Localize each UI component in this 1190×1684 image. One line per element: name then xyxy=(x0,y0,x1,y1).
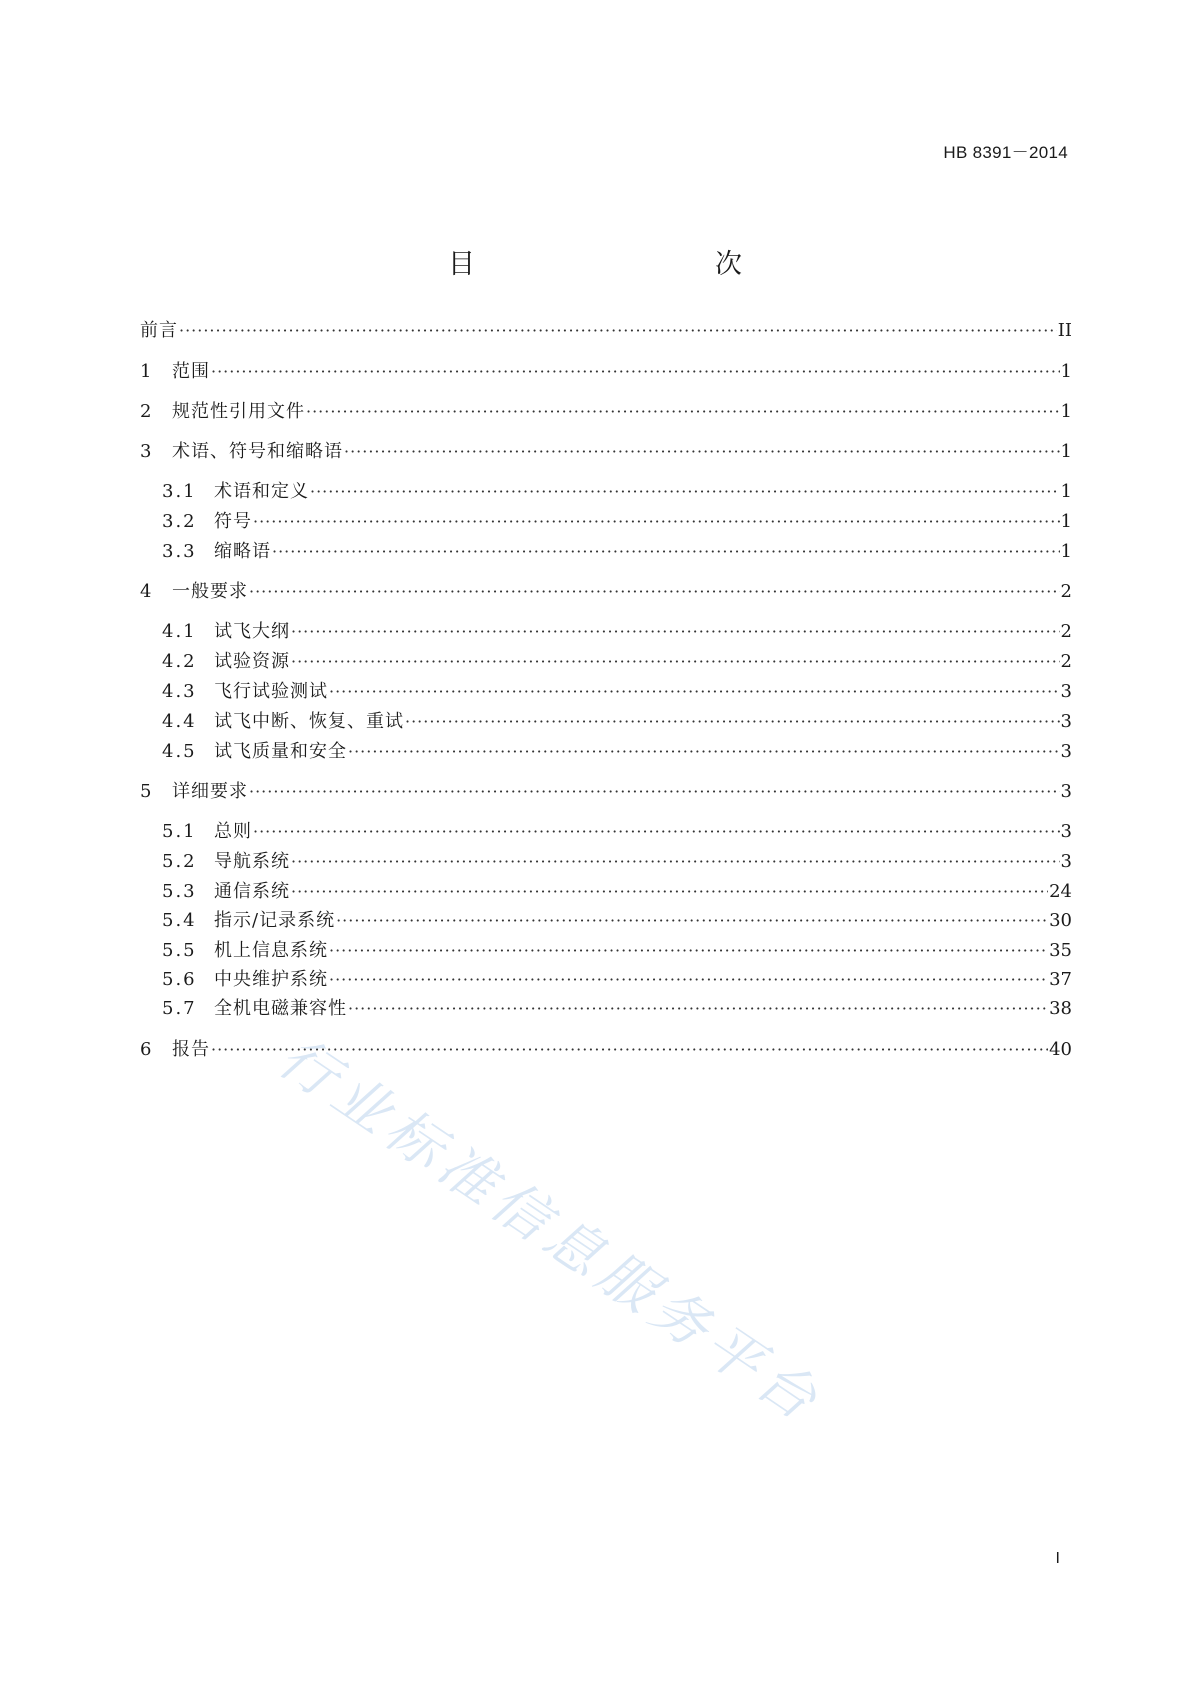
toc-leader-dots xyxy=(253,509,1060,535)
toc-leader-dots xyxy=(329,938,1048,964)
toc-entry-page: 1 xyxy=(1060,481,1072,502)
toc-entry-number: 4.3 xyxy=(162,681,197,702)
toc-entry[interactable] xyxy=(140,359,1072,385)
toc-entry[interactable] xyxy=(140,318,1072,344)
toc-entry[interactable] xyxy=(162,709,1072,735)
toc-entry-number: 4 xyxy=(140,581,152,602)
toc-entry[interactable] xyxy=(162,996,1072,1022)
toc-entry[interactable] xyxy=(162,649,1072,675)
toc-entry[interactable] xyxy=(162,908,1072,934)
toc-entry-number: 4.4 xyxy=(162,711,197,732)
toc-entry-number: 6 xyxy=(140,1039,152,1060)
toc-entry-page: 3 xyxy=(1060,741,1072,762)
toc-entry-page: 40 xyxy=(1049,1039,1072,1060)
toc-entry-label: 通信系统 xyxy=(214,881,290,902)
toc-entry-page: 30 xyxy=(1049,910,1072,931)
toc-entry[interactable] xyxy=(140,399,1072,425)
toc-entry-number: 1 xyxy=(140,361,152,382)
toc-entry[interactable] xyxy=(162,679,1072,705)
toc-leader-dots xyxy=(329,679,1060,705)
toc-entry-label: 报告 xyxy=(172,1039,210,1060)
toc-entry[interactable] xyxy=(162,479,1072,505)
toc-entry-label: 详细要求 xyxy=(172,781,248,802)
page-number: I xyxy=(1055,1550,1060,1567)
toc-entry-page: 38 xyxy=(1049,998,1072,1019)
toc-entry-number: 3.3 xyxy=(162,541,197,562)
toc-entry-page: 3 xyxy=(1060,821,1072,842)
toc-entry-page: 3 xyxy=(1060,851,1072,872)
toc-leader-dots xyxy=(253,819,1060,845)
toc-entry-number: 3.2 xyxy=(162,511,197,532)
toc-entry-number: 5.6 xyxy=(162,969,197,990)
toc-entry-label: 试飞中断、恢复、重试 xyxy=(214,711,404,732)
toc-entry-number: 5.7 xyxy=(162,998,197,1019)
toc-leader-dots xyxy=(249,779,1060,805)
watermark: 行业标准信息服务平台 xyxy=(266,1024,834,1437)
toc-entry[interactable] xyxy=(162,619,1072,645)
toc-leader-dots xyxy=(211,359,1060,385)
toc-entry-label: 中央维护系统 xyxy=(214,969,328,990)
toc-entry-page: 37 xyxy=(1049,969,1072,990)
toc-entry[interactable] xyxy=(140,779,1072,805)
toc-entry-page: 1 xyxy=(1060,511,1072,532)
toc-entry[interactable] xyxy=(162,849,1072,875)
toc-entry-label: 指示/记录系统 xyxy=(214,910,336,931)
toc-entry-page: 24 xyxy=(1049,881,1072,902)
toc-leader-dots xyxy=(291,649,1060,675)
toc-entry[interactable] xyxy=(162,509,1072,535)
toc-entry-page: 35 xyxy=(1049,940,1072,961)
toc-entry-number: 3 xyxy=(140,441,152,462)
toc-leader-dots xyxy=(348,739,1060,765)
toc-entry[interactable] xyxy=(162,739,1072,765)
document-code: HB 8391－2014 xyxy=(943,143,1068,162)
toc-entry[interactable] xyxy=(162,539,1072,565)
toc-entry-page: 3 xyxy=(1060,781,1072,802)
toc-leader-dots xyxy=(405,709,1060,735)
toc-leader-dots xyxy=(179,318,1057,344)
toc-leader-dots xyxy=(272,539,1060,565)
toc-entry-label: 符号 xyxy=(214,511,252,532)
toc-entry-label: 总则 xyxy=(214,821,252,842)
toc-entry[interactable] xyxy=(140,579,1072,605)
toc-entry-number: 5 xyxy=(140,781,152,802)
toc-entry-label: 试飞大纲 xyxy=(214,621,290,642)
toc-entry-label: 规范性引用文件 xyxy=(172,401,305,422)
toc-entry-page: 1 xyxy=(1060,441,1072,462)
toc-entry-page: 1 xyxy=(1060,361,1072,382)
toc-entry-label: 导航系统 xyxy=(214,851,290,872)
page-title: 目 次 xyxy=(448,249,804,280)
toc-entry-number: 5.2 xyxy=(162,851,197,872)
toc-entry-label: 全机电磁兼容性 xyxy=(214,998,347,1019)
toc-leader-dots xyxy=(344,439,1060,465)
toc-entry-label: 试验资源 xyxy=(214,651,290,672)
toc-entry-number: 3.1 xyxy=(162,481,197,502)
toc-entry-number: 5.1 xyxy=(162,821,197,842)
toc-entry-number: 4.1 xyxy=(162,621,197,642)
toc-entry-number: 5.4 xyxy=(162,910,197,931)
toc-leader-dots xyxy=(336,908,1048,934)
toc-entry-label: 试飞质量和安全 xyxy=(214,741,347,762)
toc-leader-dots xyxy=(306,399,1060,425)
toc-entry[interactable] xyxy=(162,967,1072,993)
toc-entry-page: 1 xyxy=(1060,401,1072,422)
toc-leader-dots xyxy=(291,619,1060,645)
toc-entry-page: 3 xyxy=(1060,711,1072,732)
toc-leader-dots xyxy=(249,579,1060,605)
toc-entry-page: 2 xyxy=(1060,581,1072,602)
toc-entry-number: 5.3 xyxy=(162,881,197,902)
toc-entry[interactable] xyxy=(162,879,1072,905)
toc-leader-dots xyxy=(291,879,1048,905)
toc-entry-label: 飞行试验测试 xyxy=(214,681,328,702)
toc-entry-label: 一般要求 xyxy=(172,581,248,602)
toc-entry-page: 3 xyxy=(1060,681,1072,702)
toc-entry-label: 机上信息系统 xyxy=(214,940,328,961)
toc-leader-dots xyxy=(291,849,1060,875)
toc-entry-page: 2 xyxy=(1060,621,1072,642)
toc-entry[interactable] xyxy=(140,439,1072,465)
toc-entry-page: 1 xyxy=(1060,541,1072,562)
toc-entry-label: 范围 xyxy=(172,361,210,382)
toc-leader-dots xyxy=(211,1037,1048,1063)
toc-entry-label: 术语和定义 xyxy=(214,481,309,502)
toc-entry-label: 术语、符号和缩略语 xyxy=(172,441,343,462)
toc-entry-number: 4.5 xyxy=(162,741,197,762)
toc-leader-dots xyxy=(348,996,1048,1022)
toc-entry-label: 前言 xyxy=(140,320,178,341)
toc-leader-dots xyxy=(310,479,1060,505)
toc-entry-label: 缩略语 xyxy=(214,541,271,562)
toc-entry[interactable] xyxy=(162,819,1072,845)
toc-entry-page: 2 xyxy=(1060,651,1072,672)
toc-entry-number: 4.2 xyxy=(162,651,197,672)
toc-entry[interactable] xyxy=(162,938,1072,964)
toc-leader-dots xyxy=(329,967,1048,993)
toc-entry-page: II xyxy=(1057,320,1072,341)
toc-entry-number: 2 xyxy=(140,401,152,422)
toc-entry[interactable] xyxy=(140,1037,1072,1063)
toc-entry-number: 5.5 xyxy=(162,940,197,961)
